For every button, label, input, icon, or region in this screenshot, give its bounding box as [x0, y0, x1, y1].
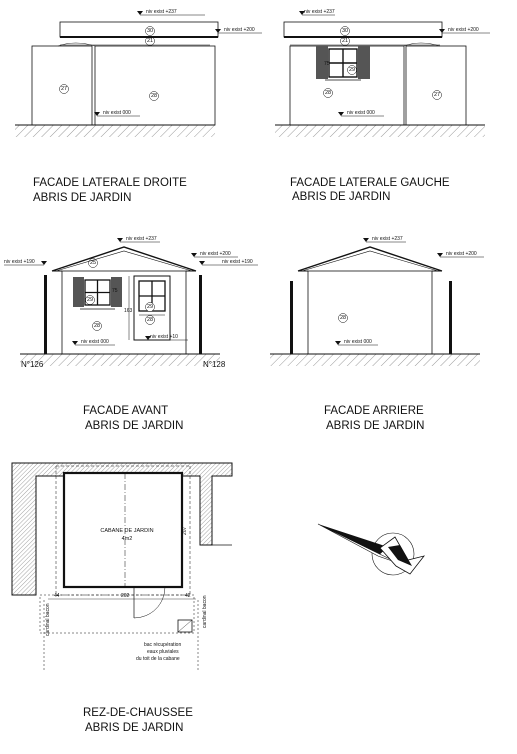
- level-arrow-icon: [363, 238, 369, 242]
- roof-inner: [302, 251, 438, 271]
- marker-label: 28: [150, 93, 158, 99]
- marker-label: 25: [89, 260, 97, 266]
- roof-fascia: [284, 22, 442, 37]
- marker-label: 29: [146, 304, 154, 310]
- caption-title: REZ-DE-CHAUSSEE: [83, 707, 193, 719]
- roof-inner: [56, 251, 192, 271]
- level-label: niv exist +237: [126, 236, 157, 242]
- level-label: niv exist +10: [150, 334, 178, 340]
- shutter-right: [358, 46, 370, 79]
- level-arrow-icon: [137, 11, 143, 15]
- level-arrow-icon: [215, 29, 221, 33]
- marker-label: 29: [86, 297, 94, 303]
- level-label: niv exist 000: [81, 339, 109, 345]
- marker-label: 29: [348, 67, 356, 73]
- side-note: cardinal bacon: [202, 595, 208, 628]
- marker-label: 27: [433, 92, 441, 98]
- arch-line: [404, 43, 440, 46]
- level-label: niv exist +190: [4, 259, 35, 265]
- drawing-facade-avant: [4, 236, 258, 432]
- neighbour-wall-left: [290, 281, 293, 354]
- caption-title: FACADE ARRIERE: [324, 405, 424, 417]
- marker-label: 21: [146, 38, 154, 44]
- caption-title: FACADE LATERALE DROITE: [33, 177, 187, 189]
- ground-hatch: [275, 125, 485, 137]
- roof-fascia: [60, 22, 218, 37]
- marker-label: 28: [93, 323, 101, 329]
- neighbour-wall-right: [449, 281, 452, 354]
- level-arrow-icon: [41, 261, 47, 265]
- ground-hatch: [270, 354, 480, 366]
- level-label: niv exist +237: [304, 9, 335, 15]
- level-label: niv exist 000: [344, 339, 372, 345]
- wall-27: [406, 46, 466, 125]
- level-label: niv exist +190: [222, 259, 253, 265]
- ground-hatch: [20, 354, 220, 366]
- dim-label: 202: [121, 593, 130, 599]
- level-label: niv exist +200: [224, 27, 255, 33]
- neighbour-label: N°128: [203, 360, 226, 369]
- level-label: niv exist 000: [347, 110, 375, 116]
- shutter-left: [73, 277, 84, 307]
- caption-subtitle: ABRIS DE JARDIN: [326, 420, 425, 432]
- marker-label: 30: [146, 28, 154, 34]
- terrace-outline: [40, 595, 194, 633]
- drawing-facade-arriere: [270, 236, 484, 432]
- level-arrow-icon: [72, 341, 78, 345]
- level-label: niv exist +237: [146, 9, 177, 15]
- tank-note-line-2: eaux pluviales: [147, 649, 179, 655]
- dim-label: 207: [182, 526, 188, 535]
- neighbour-wall-left: [44, 275, 47, 354]
- marker-label: 30: [341, 28, 349, 34]
- arch-line: [58, 43, 95, 46]
- side-note: cardinal bacon: [45, 603, 51, 636]
- drawing-rez-de-chaussee: [12, 463, 232, 734]
- tank-note-line-3: du toit de la cabane: [136, 656, 180, 662]
- room-area: 4m2: [121, 536, 133, 542]
- caption-subtitle: ABRIS DE JARDIN: [85, 420, 184, 432]
- marker-label: 28: [339, 315, 347, 321]
- caption-subtitle: ABRIS DE JARDIN: [85, 722, 184, 734]
- dim-label: 75: [112, 288, 118, 294]
- roof-gable: [52, 247, 196, 271]
- north-arrow-icon: [318, 524, 424, 575]
- drawing-facade-laterale-droite: [15, 9, 262, 204]
- marker-label: 28: [146, 317, 154, 323]
- level-label: niv exist 000: [103, 110, 131, 116]
- caption-title: FACADE AVANT: [83, 405, 169, 417]
- neighbour-wall-right: [199, 275, 202, 354]
- level-label: niv exist +237: [372, 236, 403, 242]
- marker-label: 21: [341, 38, 349, 44]
- caption-subtitle: ABRIS DE JARDIN: [33, 192, 132, 204]
- roof-gable: [298, 247, 442, 271]
- caption-subtitle: ABRIS DE JARDIN: [292, 191, 391, 203]
- drawing-facade-laterale-gauche: [275, 9, 490, 203]
- level-arrow-icon: [335, 341, 341, 345]
- caption-title: FACADE LATERALE GAUCHE: [290, 177, 450, 189]
- door-swing: [134, 587, 165, 618]
- dim-label: 163: [124, 308, 133, 314]
- marker-label: 27: [60, 86, 68, 92]
- level-label: niv exist +200: [200, 251, 231, 257]
- dim-label: 75: [324, 61, 330, 67]
- level-label: niv exist +200: [446, 251, 477, 257]
- level-arrow-icon: [191, 253, 197, 257]
- dim-label: 42: [185, 593, 191, 599]
- level-arrow-icon: [117, 238, 123, 242]
- level-arrow-icon: [437, 253, 443, 257]
- level-arrow-icon: [338, 112, 344, 116]
- ground-hatch: [15, 125, 215, 137]
- dim-label: 44: [54, 593, 60, 599]
- marker-label: 28: [324, 90, 332, 96]
- room-name: CABANE DE JARDIN: [100, 528, 154, 534]
- tank-note-line-1: bac récupération: [144, 642, 182, 648]
- level-arrow-icon: [439, 29, 445, 33]
- level-arrow-icon: [199, 261, 205, 265]
- tank-diagonal: [178, 620, 192, 632]
- level-label: niv exist +200: [448, 27, 479, 33]
- neighbour-label: N°126: [21, 360, 44, 369]
